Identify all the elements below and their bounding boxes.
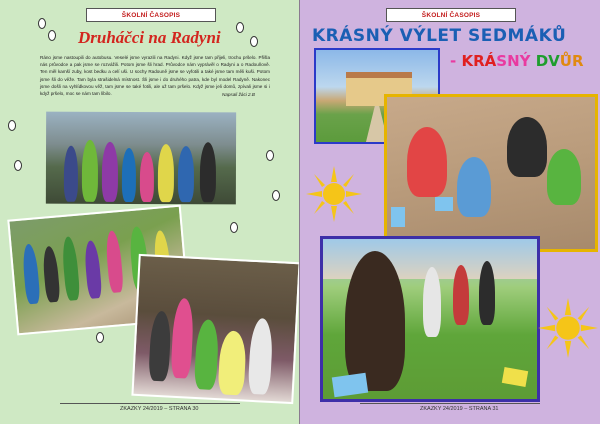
sun-icon [538,298,598,358]
title-part: DV [535,52,560,70]
footprint-icon [230,222,238,233]
child-figure [178,146,194,202]
footprint-icon [14,160,22,171]
left-header-badge [86,8,216,22]
student-figure [457,157,491,217]
paper-card [502,367,528,387]
child-figure [42,246,61,303]
child-figure [248,318,274,395]
title-part: ŮR [559,52,584,70]
footprint-icon [250,36,258,47]
child-figure [194,319,220,390]
left-footer-rule [60,403,240,404]
footprint-icon [272,190,280,201]
trip-title-line2 [450,52,584,70]
right-footer: ZKAZKY 24/2019 – STRANA 31 [420,406,499,412]
trip-title-line1: KRÁSNÝ VÝLET SEDMÁKŮ [312,26,567,46]
group-photo-castle-view [46,112,236,205]
child-figure [82,140,98,202]
paper-card [391,207,405,227]
footprint-icon [236,22,244,33]
child-figure [200,142,216,202]
right-page [300,0,600,424]
group-photo-statue [131,254,300,404]
paper-card [332,373,368,398]
title-part: KRÁ [461,52,497,70]
child-figure [218,330,247,395]
student-figure [507,117,547,177]
right-footer-rule [360,403,540,404]
child-figure [158,144,174,202]
title-part: SNÝ [496,52,536,70]
photo-girl-with-cards [320,236,540,402]
right-header-badge [386,8,516,22]
photo-students-game-ground [384,94,598,252]
right-header-text: ŠKOLNÍ ČASOPIS [421,11,481,19]
child-figure [148,311,172,382]
student-figure [547,149,581,205]
child-figure [140,152,154,202]
child-figure [61,236,81,301]
student-figure [423,267,441,337]
child-figure [64,146,78,202]
child-figure [21,243,40,304]
student-figure [479,261,495,325]
article-title: Druháčci na Radyni [78,28,221,47]
left-header-text: ŠKOLNÍ ČASOPIS [121,11,181,19]
article-author: Napsali žáci 2.B [222,92,255,97]
paper-card [435,197,453,211]
child-figure [122,148,136,202]
left-footer: ZKAZKY 24/2019 – STRANA 30 [120,406,199,412]
footprint-icon [96,332,104,343]
student-figure [407,127,447,197]
student-figure [453,265,469,325]
child-figure [170,298,194,379]
footprint-icon [8,120,16,131]
footprint-icon [38,18,46,29]
child-figure [102,142,118,202]
child-figure [83,240,102,299]
child-figure [105,230,124,293]
sun-icon [306,166,362,222]
title-dash: - [450,52,457,70]
girl-figure [345,251,405,391]
footprint-icon [48,30,56,41]
footprint-icon [266,150,274,161]
article-text: Ráno jsme nastoupili do autobusu. Veselé jsme vyrazili na Radyni. Když jsme tam přijeli, trochu pršelo. Přišla nás průvodce a pak jsme se rozvážili. Potom jsme šli hrad. Průvodce nám vyprávěl o Radyni a o Radouňově. Ten měl kamší zuby, kost bedku a celí uši. U sochy Radouně jsme se vyfotili a také jsme tam měli kuši. Potom jsme šli do věže. Tam byla strašidelná místnost. Šli jsme i do druhého patra, kde byl model Radyně. Nakonec jsme došli na vyhlídkovou věž, tam jsme se také fotili, ale už tam pršelo. Když jsme jeli domů, zpívali jsme si i když pršelo, moc se nám tam líbilo. [40,55,270,97]
